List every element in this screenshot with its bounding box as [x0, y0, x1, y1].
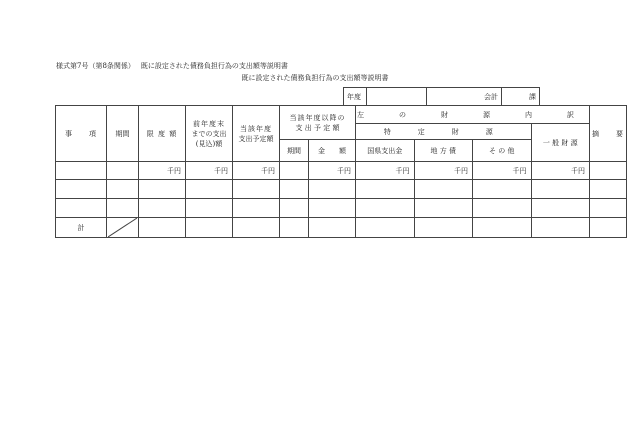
table-row	[56, 180, 627, 199]
header-after-period: 期間	[280, 140, 309, 162]
header-local-bond: 地 方 債	[414, 140, 473, 162]
unit-label: 千円	[414, 162, 473, 180]
header-source-breakdown: 左 の 財 源 内 訳	[356, 106, 590, 124]
header-period: 期間	[107, 106, 139, 162]
document-title: 既に設定された債務負担行為の支出額等説明書	[241, 74, 389, 82]
unit-label: 千円	[356, 162, 415, 180]
header-limit: 限 度 額	[139, 106, 186, 162]
header-current-planned: 当該年度 支出予定額	[233, 106, 280, 162]
header-after-amount: 金 額	[309, 140, 356, 162]
expenditure-table	[55, 105, 627, 238]
header-after-current: 当該年度以降の 支 出 予 定 額	[280, 106, 356, 140]
unit-label: 千円	[309, 162, 356, 180]
header-row-1	[56, 106, 627, 124]
header-general-source: 一 般 財 源	[531, 124, 590, 162]
header-other: そ の 他	[473, 140, 532, 162]
total-row	[56, 218, 627, 238]
total-label: 計	[56, 218, 107, 238]
form-label	[56, 61, 294, 71]
header-specific-source: 特 定 財 源	[356, 124, 532, 140]
section-label: 課	[502, 88, 540, 106]
diagonal-slash	[107, 218, 139, 238]
header-remarks: 摘 要	[590, 106, 627, 162]
year-value	[367, 88, 427, 106]
year-label: 年度	[344, 88, 367, 106]
form-number: 様式第7号（第8条関係）	[56, 62, 135, 70]
unit-label: 千円	[139, 162, 186, 180]
total-label: 会計	[427, 88, 502, 106]
table-row	[56, 162, 627, 180]
unit-label: 千円	[186, 162, 233, 180]
table-row	[56, 199, 627, 218]
unit-label: 千円	[473, 162, 532, 180]
header-prev-expenditure: 前年度末 までの支出 (見込)額	[186, 106, 233, 162]
form-label-title: 既に設定された債務負担行為の支出額等説明書	[140, 62, 288, 70]
unit-label: 千円	[233, 162, 280, 180]
header-item: 事 項	[56, 106, 107, 162]
fiscal-year-box	[343, 87, 540, 106]
header-national: 国県支出金	[356, 140, 415, 162]
unit-label: 千円	[531, 162, 590, 180]
